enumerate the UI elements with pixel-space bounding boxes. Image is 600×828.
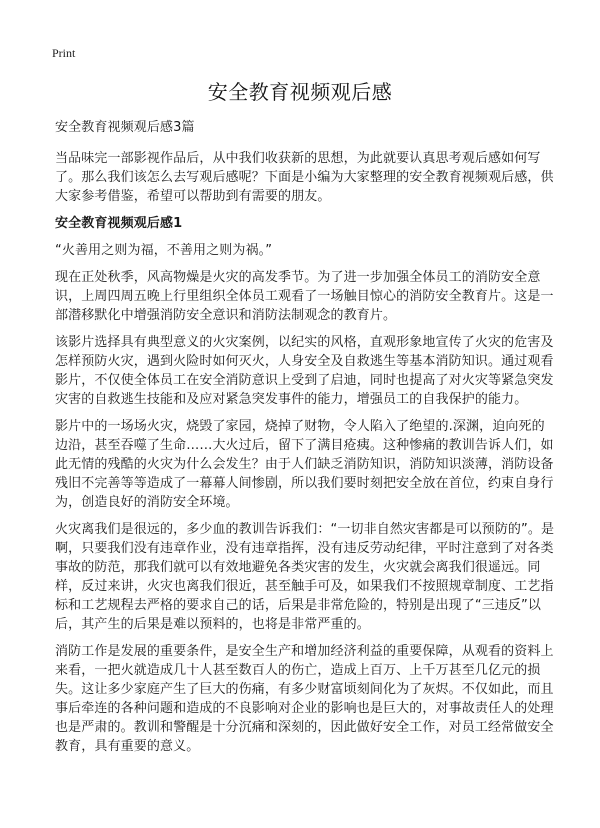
body-paragraph: 影片中的一场场火灾，烧毁了家园，烧掉了财物，令人陷入了绝望的.深渊，迫向死的边沿，甚至吞噬了生命……大火过后，留下了满目疮痍。这种惨痛的教训告诉人们，如此无情的残酷的火灾为什么会发生？由于人们缺乏消防知识，消防知识淡薄，消防设备残旧不完善等等造成了一幕幕人间惨剧，所以我们要时刻把安全放在首位，约束自身行为，创造良好的消防安全环境。 xyxy=(55,419,554,510)
body-paragraph: 消防工作是发展的重要条件，是安全生产和增加经济利益的重要保障，从观看的资料上来看，一把火就造成几十人甚至数百人的伤亡，造成上百万、上千万甚至几亿元的损失。这让多少家庭产生了巨大的伤痛，有多少财富顷刻间化为了灰烬。不仅如此，而且事后牵连的各种问题和造成的不良影响对企业的影响也是巨大的，对事故责任人的处理也是严肃的。教训和警醒是十分沉痛和深刻的，因此做好安全工作，对员工经常做安全教育，具有重要的意义。 xyxy=(55,644,554,754)
body-paragraph: 该影片选择具有典型意义的火灾案例，以纪实的风格，直观形象地宣传了火灾的危害及怎样预防火灾，遇到火险时如何灭火，人身安全及自救逃生等基本消防知识。通过观看影片，不仅使全体员工在安全消防意识上受到了启迪，同时也提高了对火灾等紧急突发灾害的自救逃生技能和及应对紧急突发事件的能力，增强员工的自我保护的能力。 xyxy=(55,335,554,407)
article-subtitle: 安全教育视频观后感3篇 xyxy=(55,120,195,135)
quote-paragraph: “火善用之则为福，不善用之则为祸。” xyxy=(55,243,273,258)
body-paragraph: 火灾离我们是很远的，多少血的教训告诉我们：“一切非自然灾害都是可以预防的”。是啊，只要我们没有违章作业，没有违章指挥，没有违反劳动纪律，平时注意到了对各类事故的防范，那我们就可以有效地避免各类灾害的发生，火灾就会离我们很遥远。同样，反过来讲，火灾也离我们很近，甚至触手可及，如果我们不按照规章制度、工艺指标和工艺规程去严格的要求自己的话，后果是非常危险的，特别是出现了“三违反”以后，其产生的后果是难以预料的，也将是非常严重的。 xyxy=(55,522,555,632)
body-paragraph: 现在正处秋季，风高物燥是火灾的高发季节。为了进一步加强全体员工的消防安全意识，上周四周五晚上行里组织全体员工观看了一场触目惊心的消防安全教育片。这是一部潜移默化中增强消防安全意识和消防法制观念的教育片。 xyxy=(55,270,554,323)
article-body xyxy=(55,118,557,764)
intro-paragraph: 当品味完一部影视作品后，从中我们收获新的思想，为此就要认真思考观后感如何写了。那么我们该怎么去写观后感呢？下面是小编为大家整理的安全教育视频观后感，供大家参考借鉴，希望可以帮助到有需要的朋友。 xyxy=(55,151,554,204)
page-title: 安全教育视频观后感 xyxy=(207,80,393,104)
print-link[interactable]: Print xyxy=(52,46,76,60)
section-heading: 安全教育视频观后感1 xyxy=(55,216,183,231)
